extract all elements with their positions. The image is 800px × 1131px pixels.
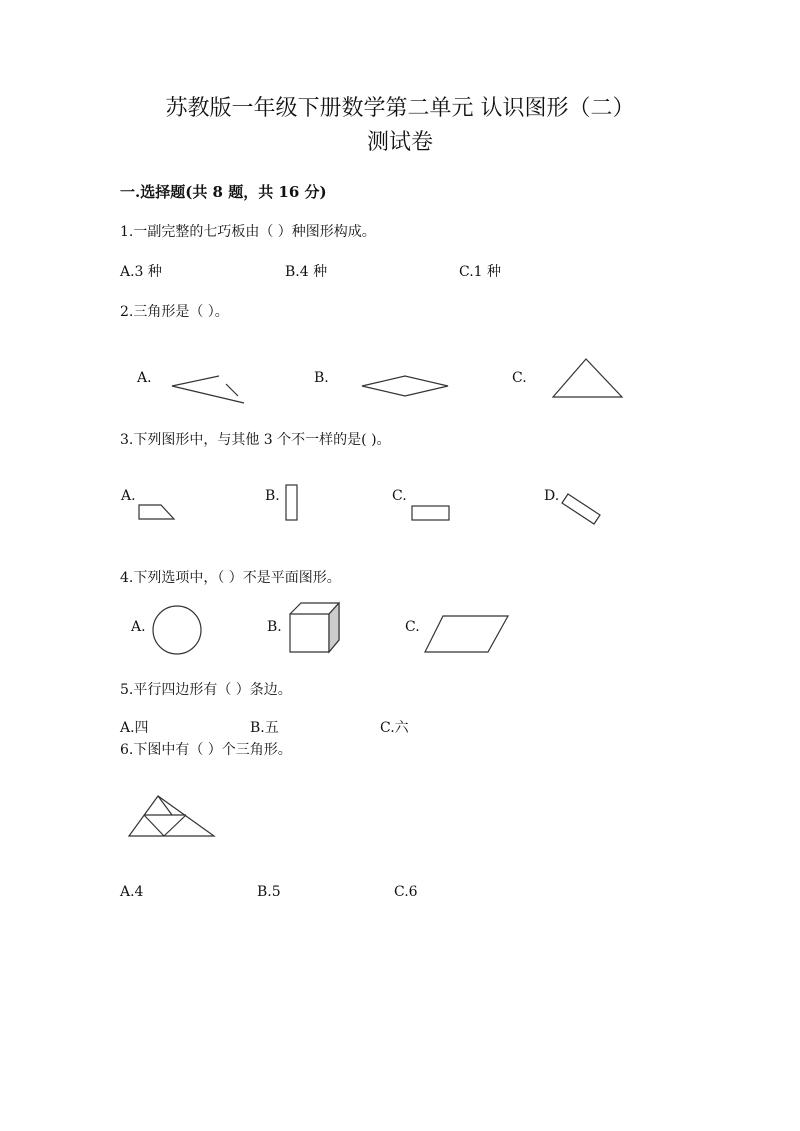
question-5-option-b[interactable]: B.五	[250, 720, 279, 736]
question-3-text: 3.下列图形中，与其他 3 个不一样的是( )。	[120, 432, 391, 448]
question-1-option-a[interactable]: A.3 种	[120, 264, 162, 280]
composite-triangle-figure	[126, 793, 218, 841]
parallelogram-figure	[422, 613, 512, 657]
page-subtitle: 测试卷	[366, 130, 433, 155]
question-4-option-b[interactable]: B.	[267, 619, 282, 635]
wide-rectangle-figure	[408, 502, 454, 524]
tilted-rectangle-figure	[558, 490, 604, 528]
question-3-option-d[interactable]: D.	[544, 488, 560, 504]
question-6-text: 6.下图中有（ ）个三角形。	[120, 742, 292, 758]
open-lines-figure	[170, 370, 250, 410]
question-2-text: 2.三角形是（ ）。	[120, 304, 229, 320]
section-heading: 一.选择题(共 8 题，共 16 分)	[120, 183, 327, 201]
question-2-option-a[interactable]: A.	[137, 370, 152, 386]
question-6-option-c[interactable]: C.6	[394, 884, 418, 900]
page-title: 苏教版一年级下册数学第二单元 认识图形（二）	[165, 96, 635, 121]
question-2-option-c[interactable]: C.	[512, 370, 527, 386]
question-1-option-b[interactable]: B.4 种	[285, 264, 328, 280]
question-4-option-c[interactable]: C.	[405, 619, 420, 635]
circle-figure	[150, 603, 204, 657]
triangle-figure	[550, 356, 626, 400]
question-3-option-b[interactable]: B.	[265, 488, 280, 504]
question-2-option-b[interactable]: B.	[314, 370, 329, 386]
question-3-option-a[interactable]: A.	[121, 488, 136, 504]
question-6-option-a[interactable]: A.4	[120, 884, 144, 900]
rhombus-figure	[360, 374, 452, 400]
question-4-text: 4.下列选项中，（ ）不是平面图形。	[120, 570, 341, 586]
cube-figure	[287, 600, 343, 656]
tall-rectangle-figure	[282, 482, 302, 524]
question-5-text: 5.平行四边形有（ ）条边。	[120, 682, 292, 698]
question-1-text: 1.一副完整的七巧板由（ ）种图形构成。	[120, 224, 376, 240]
question-3-option-c[interactable]: C.	[392, 488, 407, 504]
question-1-option-c[interactable]: C.1 种	[459, 264, 502, 280]
question-5-option-a[interactable]: A.四	[120, 720, 149, 736]
question-5-option-c[interactable]: C.六	[380, 720, 409, 736]
question-4-option-a[interactable]: A.	[131, 619, 146, 635]
trapezoid-figure	[136, 502, 180, 524]
question-6-option-b[interactable]: B.5	[257, 884, 281, 900]
